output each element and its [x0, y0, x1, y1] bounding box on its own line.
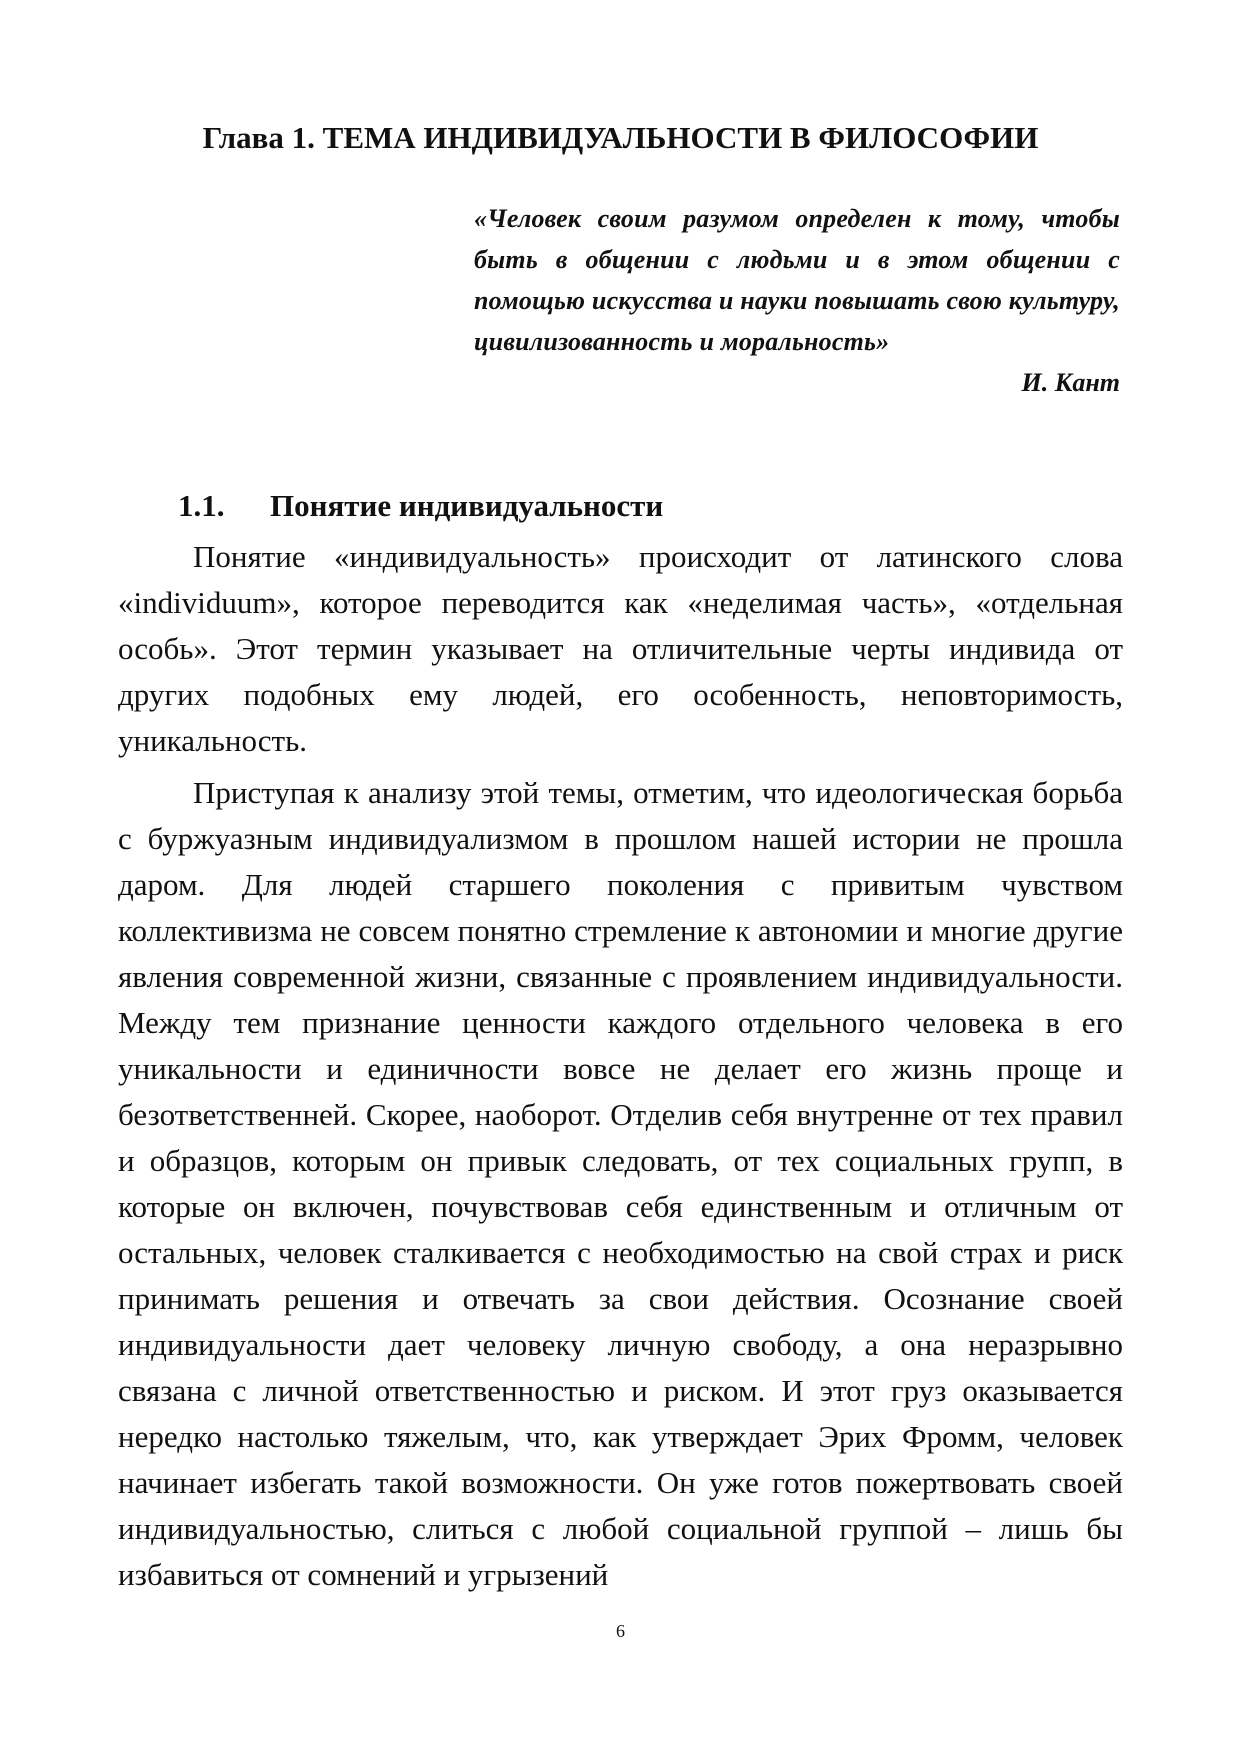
epigraph-author: И. Кант — [1021, 368, 1120, 397]
section-title: Понятие индивидуальности — [270, 488, 664, 523]
epigraph-quote: «Человек своим разумом определен к тому, чтобы быть в общении с людьми и в этом общении с помощью искусства и науки повышать свою культуру, цивилизованность и моральность» — [474, 204, 1120, 356]
body-text — [118, 534, 1123, 1604]
page-number: 6 — [616, 1621, 625, 1641]
epigraph — [474, 198, 1120, 403]
section-heading — [178, 486, 663, 526]
paragraph: Понятие «индивидуальность» происходит от латинского слова «individuum», которое переводится как «неделимая часть», «отдельная особь». Этот термин указывает на отличительные черты индивида от других подобных ему людей, его особенность, неповторимость, уникальность. — [118, 539, 1123, 758]
section-number: 1.1. — [178, 488, 225, 523]
chapter-title: Глава 1. ТЕМА ИНДИВИДУАЛЬНОСТИ В ФИЛОСОФИИ — [202, 120, 1039, 155]
paragraph: Приступая к анализу этой темы, отметим, что идеологическая борьба с буржуазным индивидуализмом в прошлом нашей истории не прошла даром. Для людей старшего поколения с привитым чувством коллективизма не совсем понятно стремление к автономии и многие другие явления современной жизни, связанные с проявлением индивидуальности. Между тем признание ценности каждого отдельного человека в его уникальности и единичности вовсе не делает его жизнь проще и безответственней. Скорее, наоборот. Отделив себя внутренне от тех правил и образцов, которым он привык следовать, от тех социальных групп, в которые он включен, почувствовав себя единственным и отличным от остальных, человек сталкивается с необходимостью на свой страх и риск принимать решения и отвечать за свои действия. Осознание своей индивидуальности дает человеку личную свободу, а она неразрывно связана с личной ответственностью и риском. И этот груз оказывается нередко настолько тяжелым, что, как утверждает Эрих Фромм, человек начинает избегать такой возможности. Он уже готов пожертвовать своей индивидуальностью, слиться с любой социальной группой – лишь бы избавиться от сомнений и угрызений — [118, 775, 1123, 1592]
